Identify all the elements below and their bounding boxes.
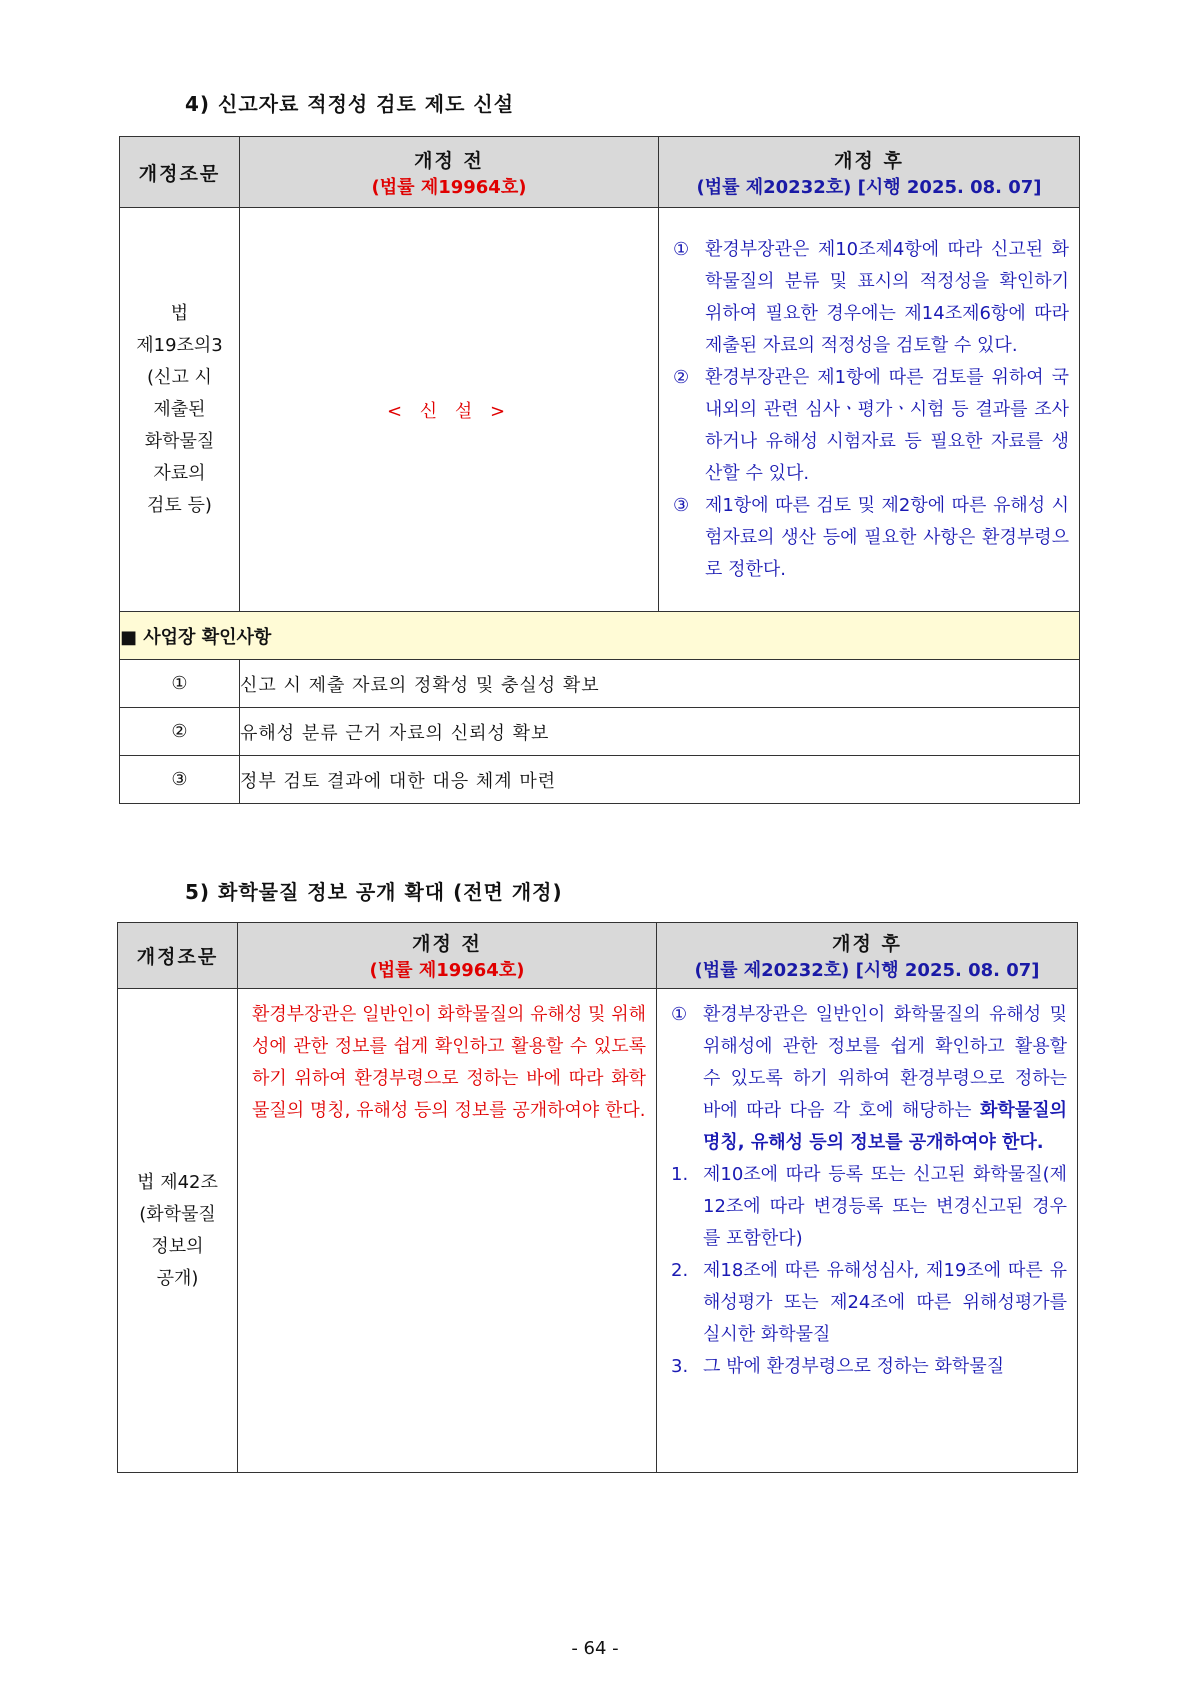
- before-law-number: (법률 제19964호): [371, 176, 527, 198]
- section-5-title: 5) 화학물질 정보 공개 확대 (전면 개정): [185, 880, 563, 904]
- article-cell: [118, 989, 238, 1473]
- before-label: 개정 전: [412, 933, 482, 955]
- before-cell: [240, 208, 659, 612]
- before-label: 개정 전: [414, 149, 484, 172]
- article-line: 화학물질: [144, 430, 215, 452]
- checklist-title: ■ 사업장 확인사항: [120, 612, 1080, 660]
- after-cell: [657, 989, 1078, 1473]
- before-law-number: (법률 제19964호): [369, 960, 525, 981]
- article-line: 공개): [156, 1267, 199, 1289]
- checklist-item: 정부 검토 결과에 대한 대응 체계 마련: [240, 756, 1080, 804]
- checklist-number: ②: [120, 708, 240, 756]
- after-item: ② 환경부장관은 제1항에 따른 검토를 위하여 국내외의 관련 심사ㆍ평가ㆍ시험 등 결과를 조사하거나 유해성 시험자료 등 필요한 자료를 생산할 수 있다.: [673, 366, 1069, 484]
- article-line: 정보의: [151, 1235, 204, 1257]
- checklist-item: 유해성 분류 근거 자료의 신뢰성 확보: [240, 708, 1080, 756]
- after-item: ① 환경부장관은 일반인이 화학물질의 유해성 및 위해성에 관한 정보를 쉽게 확인하고 활용할 수 있도록 하기 위하여 환경부령으로 정하는 바에 따라 다음 각 호에 해당하는 화학물질의 명칭, 유해성 등의 정보를 공개하여야 한다.: [671, 1004, 1067, 1153]
- article-line: 제19조의3: [136, 334, 223, 356]
- after-main-bold: 화학물질의 명칭, 유해성 등의 정보를 공개하여야 한다.: [703, 1100, 1067, 1153]
- section-4-title: 4) 신고자료 적정성 검토 제도 신설: [185, 92, 515, 116]
- col-header-article: 개정조문: [120, 137, 240, 208]
- col-header-after: [657, 923, 1078, 989]
- after-subitem: 2. 제18조에 따른 유해성심사, 제19조에 따른 유해성평가 또는 제24조에 따른 위해성평가를 실시한 화학물질: [671, 1260, 1067, 1345]
- after-item: ① 환경부장관은 제10조제4항에 따라 신고된 화학물질의 분류 및 표시의 적정성을 확인하기 위하여 필요한 경우에는 제14조제6항에 따라 제출된 자료의 적정성을 검토할 수 있다.: [673, 238, 1069, 356]
- amendment-table-4: [119, 136, 1080, 804]
- article-line: 제출된: [153, 398, 206, 420]
- article-line: 자료의: [153, 462, 206, 484]
- checklist-item: 신고 시 제출 자료의 정확성 및 충실성 확보: [240, 660, 1080, 708]
- new-provision-mark: < 신 설 >: [386, 400, 512, 422]
- col-header-article: 개정조문: [118, 923, 238, 989]
- col-header-after: [659, 137, 1080, 208]
- after-subitem: 1. 제10조에 따라 등록 또는 신고된 화학물질(제12조에 따라 변경등록 또는 변경신고된 경우를 포함한다): [671, 1164, 1067, 1249]
- before-cell: [238, 989, 657, 1473]
- col-header-before: [238, 923, 657, 989]
- after-law-number: (법률 제20232호) [시행 2025. 08. 07]: [694, 960, 1040, 981]
- after-main-text: 환경부장관은 일반인이 화학물질의 유해성 및 위해성에 관한 정보를 쉽게 확인하고 활용할 수 있도록 하기 위하여 환경부령으로 정하는 바에 따라 다음 각 호에 해당하는: [703, 1004, 1067, 1121]
- article-line: (화학물질: [139, 1203, 216, 1225]
- article-line: 법 제42조: [137, 1171, 218, 1193]
- article-line: 법: [170, 302, 189, 324]
- checklist-number: ①: [120, 660, 240, 708]
- before-text: 환경부장관은 일반인이 화학물질의 유해성 및 위해성에 관한 정보를 쉽게 확인하고 활용할 수 있도록 하기 위하여 환경부령으로 정하는 바에 따라 화학물질의 명칭, 유해성 등의 정보를 공개하여야 한다.: [252, 1004, 646, 1121]
- after-label: 개정 후: [834, 149, 904, 172]
- after-subitem: 3. 그 밖에 환경부령으로 정하는 화학물질: [671, 1356, 1005, 1377]
- article-line: (신고 시: [147, 366, 212, 388]
- col-header-before: [240, 137, 659, 208]
- page-number: - 64 -: [571, 1638, 619, 1659]
- after-label: 개정 후: [832, 933, 902, 955]
- article-line: 검토 등): [147, 494, 212, 516]
- after-cell: [659, 208, 1080, 612]
- amendment-table-5: [117, 922, 1078, 1473]
- after-item: ③ 제1항에 따른 검토 및 제2항에 따른 유해성 시험자료의 생산 등에 필요한 사항은 환경부령으로 정한다.: [673, 494, 1069, 580]
- article-cell: [120, 208, 240, 612]
- checklist-number: ③: [120, 756, 240, 804]
- after-law-number: (법률 제20232호) [시행 2025. 08. 07]: [696, 176, 1042, 198]
